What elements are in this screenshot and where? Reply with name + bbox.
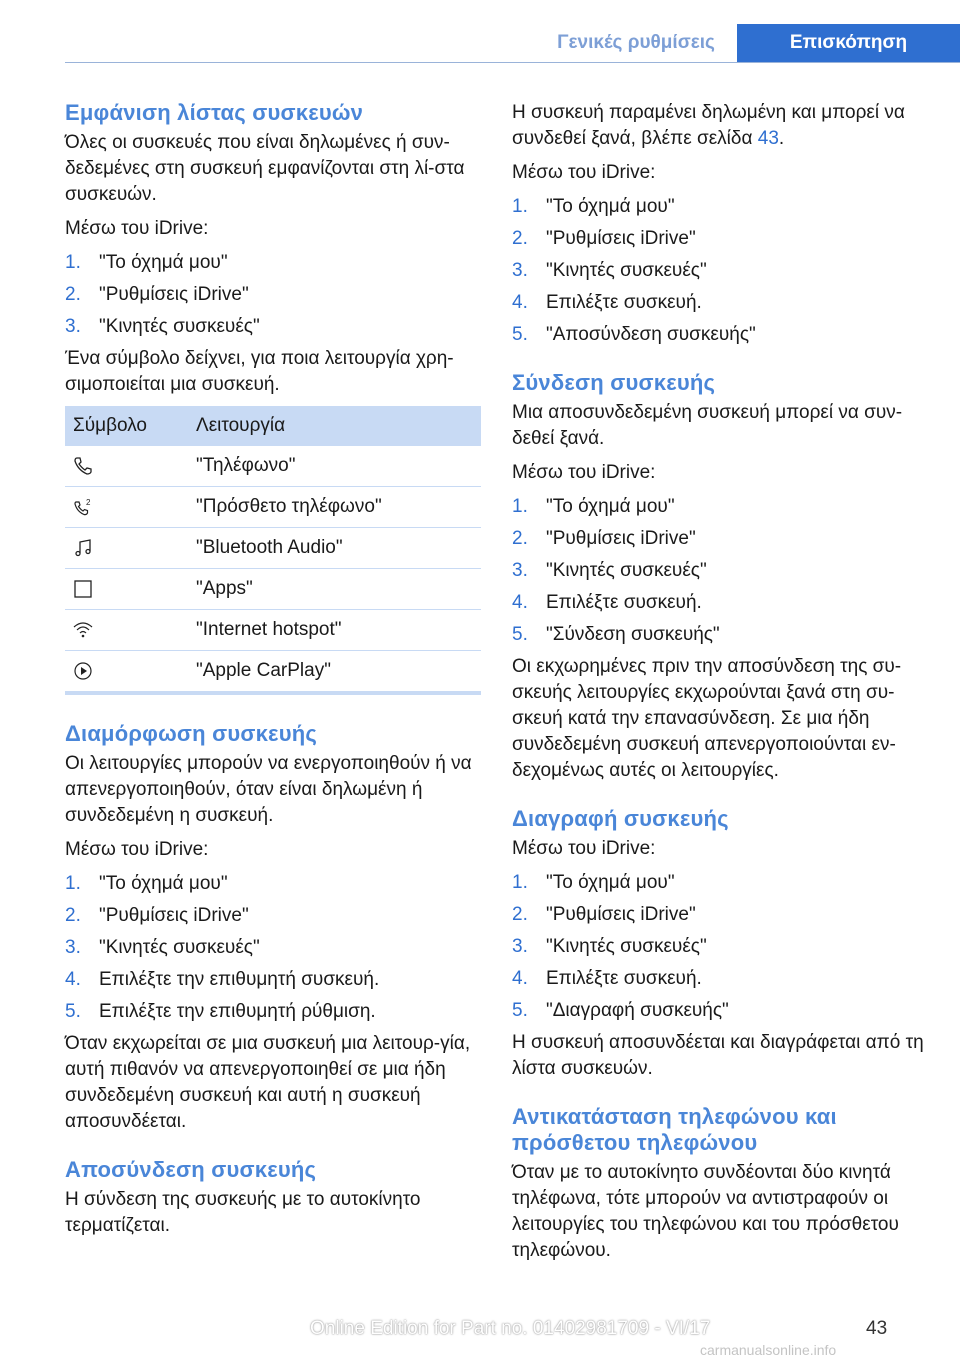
function-cell: "Τηλέφωνο" xyxy=(196,446,481,487)
tab-general-settings[interactable]: Γενικές ρυθμίσεις xyxy=(557,32,715,53)
section-connect-device xyxy=(512,370,932,784)
wifi-hotspot-icon xyxy=(73,620,93,640)
section-title-device-list: Εμφάνιση λίστας συσκευών xyxy=(65,100,364,125)
section-title-device-configuration: Διαμόρφωση συσκευής xyxy=(65,721,317,746)
list-item: 5. "Αποσύνδεση συσκευής" xyxy=(512,324,756,345)
section-device-configuration xyxy=(65,721,481,1135)
table-header-row xyxy=(65,406,481,446)
header-divider xyxy=(65,62,960,63)
paragraph: Μια αποσυνδεδεμένη συσκευή μπορεί να συν-δεθεί ξανά. xyxy=(512,402,903,449)
list-item: 1. "Το όχημά μου" xyxy=(65,252,228,273)
table-row xyxy=(65,651,481,694)
function-cell: "Bluetooth Audio" xyxy=(196,528,481,569)
paragraph: Οι εκχωρημένες πριν την αποσύνδεση της συ-σκευής λειτουργίες εκχωρούνται ξανά στη συ-σκευή κατά την επανασύνδεση. Σε μια ήδη συνδεδεμένη συσκευή απενεργοποιούνται εν-δεχομένως αυτές οι λειτουργίες. xyxy=(512,656,902,781)
paragraph: Η συσκευή αποσυνδέεται και διαγράφεται από τη λίστα συσκευών. xyxy=(512,1032,924,1079)
table-row xyxy=(65,528,481,569)
steps-list xyxy=(512,870,932,1024)
list-item: 3. "Κινητές συσκευές" xyxy=(512,560,707,581)
list-item: 5. "Σύνδεση συσκευής" xyxy=(512,624,720,645)
list-item: 3. "Κινητές συσκευές" xyxy=(65,316,260,337)
steps-list xyxy=(512,494,932,648)
watermark: carmanualsonline.info xyxy=(700,1342,837,1358)
section-title-disconnect-device: Αποσύνδεση συσκευής xyxy=(65,1157,317,1182)
list-item: 1. "Το όχημά μου" xyxy=(65,873,228,894)
list-item: 4. Επιλέξτε συσκευή. xyxy=(512,292,702,313)
via-idrive-label: Μέσω του iDrive: xyxy=(512,838,656,859)
section-title-swap-phones: Αντικατάσταση τηλεφώνου και πρόσθετου τηλεφώνου xyxy=(512,1104,837,1155)
music-note-icon xyxy=(73,538,93,558)
table-row xyxy=(65,569,481,610)
list-item: 4. Επιλέξτε συσκευή. xyxy=(512,968,702,989)
steps-list xyxy=(512,194,932,348)
tab-overview[interactable]: Επισκόπηση xyxy=(737,24,960,62)
steps-list xyxy=(65,871,481,1025)
paragraph: Οι λειτουργίες μπορούν να ενεργοποιηθούν ή να απενεργοποιηθούν, όταν είναι δηλωμένη ή συνδεδεμένη η συσκευή. xyxy=(65,753,472,826)
paragraph: Όλες οι συσκευές που είναι δηλωμένες ή συν-δεδεμένες στη συσκευή εμφανίζονται στη λί-στα συσκευών. xyxy=(65,132,465,205)
list-item: 4. Επιλέξτε συσκευή. xyxy=(512,592,702,613)
table-row xyxy=(65,610,481,651)
secondary-phone-icon xyxy=(73,497,93,517)
function-cell: "Πρόσθετο τηλέφωνο" xyxy=(196,487,481,528)
right-column xyxy=(512,100,932,1272)
section-title-delete-device: Διαγραφή συσκευής xyxy=(512,806,729,831)
carplay-play-icon xyxy=(73,661,93,681)
list-item: 4. Επιλέξτε την επιθυμητή συσκευή. xyxy=(65,969,380,990)
apps-square-icon xyxy=(73,579,93,599)
via-idrive-label: Μέσω του iDrive: xyxy=(512,162,656,183)
list-item: 5. "Διαγραφή συσκευής" xyxy=(512,1000,729,1021)
function-cell: "Internet hotspot" xyxy=(196,610,481,651)
list-item: 2. "Ρυθμίσεις iDrive" xyxy=(512,528,696,549)
table-row xyxy=(65,487,481,528)
page-number: 43 xyxy=(866,1318,888,1339)
function-cell: "Apple CarPlay" xyxy=(196,651,481,694)
paragraph: Η σύνδεση της συσκευής με το αυτοκίνητο τερματίζεται. xyxy=(65,1189,421,1236)
paragraph: Όταν με το αυτοκίνητο συνδέονται δύο κινητά τηλέφωνα, τότε μπορούν να αντιστραφούν οι λειτουργίες του τηλεφώνου και του πρόσθετου τηλεφώνου. xyxy=(512,1162,899,1261)
paragraph: Ένα σύμβολο δείχνει, για ποια λειτουργία χρη-σιμοποιείται μια συσκευή. xyxy=(65,348,454,395)
list-item: 2. "Ρυθμίσεις iDrive" xyxy=(512,904,696,925)
steps-list xyxy=(65,250,481,340)
paragraph: Όταν εκχωρείται σε μια συσκευή μια λειτουρ-γία, αυτή πιθανόν να απενεργοποιηθεί σε μια ήδη συνδεδεμένη συσκευή και αυτή η συσκευή αποσυνδέεται. xyxy=(65,1033,471,1132)
via-idrive-label: Μέσω του iDrive: xyxy=(512,462,656,483)
section-title-connect-device: Σύνδεση συσκευής xyxy=(512,370,716,395)
phone-icon xyxy=(73,456,93,476)
column-header-function: Λειτουργία xyxy=(196,406,481,446)
section-swap-phones xyxy=(512,1104,932,1264)
list-item: 1. "Το όχημά μου" xyxy=(512,872,675,893)
section-disconnect-device xyxy=(65,1157,481,1239)
left-column xyxy=(65,100,481,1247)
list-item: 3. "Κινητές συσκευές" xyxy=(512,260,707,281)
table-row xyxy=(65,446,481,487)
paragraph: Η συσκευή παραμένει δηλωμένη και μπορεί να συνδεθεί ξανά, βλέπε σελίδα 43. xyxy=(512,102,905,149)
function-cell: "Apps" xyxy=(196,569,481,610)
list-item: 2. "Ρυθμίσεις iDrive" xyxy=(65,905,249,926)
list-item: 3. "Κινητές συσκευές" xyxy=(512,936,707,957)
list-item: 1. "Το όχημά μου" xyxy=(512,196,675,217)
footer-edition: Online Edition for Part no. 01402981709 - VI/17 xyxy=(310,1318,711,1339)
symbol-table xyxy=(65,406,481,695)
list-item: 2. "Ρυθμίσεις iDrive" xyxy=(65,284,249,305)
column-header-symbol: Σύμβολο xyxy=(65,406,196,446)
list-item: 1. "Το όχημά μου" xyxy=(512,496,675,517)
list-item: 2. "Ρυθμίσεις iDrive" xyxy=(512,228,696,249)
via-idrive-label: Μέσω του iDrive: xyxy=(65,218,209,239)
svg-text:2: 2 xyxy=(86,497,91,507)
via-idrive-label: Μέσω του iDrive: xyxy=(65,839,209,860)
list-item: 5. Επιλέξτε την επιθυμητή ρύθμιση. xyxy=(65,1001,376,1022)
section-delete-device xyxy=(512,806,932,1082)
list-item: 3. "Κινητές συσκευές" xyxy=(65,937,260,958)
page-link[interactable]: 43 xyxy=(757,128,779,149)
